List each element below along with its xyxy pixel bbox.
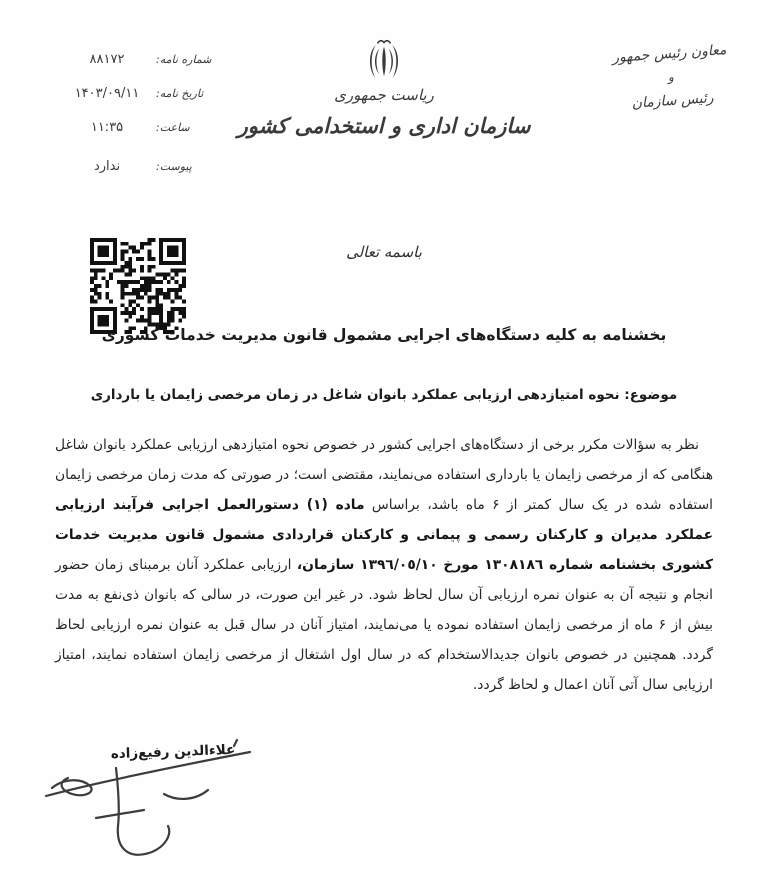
letterhead-signer-role: [583, 32, 758, 124]
letter-date-label: تاریخ نامه:: [156, 87, 204, 100]
letter-number-label: شماره نامه:: [156, 53, 212, 66]
signer-name: علاءالدین رفیع‌زاده: [110, 741, 236, 763]
meta-row-attachment: [58, 159, 218, 174]
body-segment-1: نظر به سؤالات مکرر برخی از دستگاه‌های اجرایی کشور در خصوص نحوه امتیازدهی ارزیابی عملکرد بانوان شاغل هنگامی که از مرخصی زایمان یا بارداری استفاده می‌نمایند، مقتضی است؛ در صورتی که مدت زمان مرخصی زایمان استفاده شده در یک سال کمتر از ۶ ماه باشد، براساس: [55, 437, 713, 513]
letter-time-value: ۱۱:۳۵: [90, 120, 124, 135]
meta-row-time: [58, 120, 218, 135]
letter-time-label: ساعت:: [156, 121, 190, 134]
body-paragraph: [55, 430, 713, 700]
attachment-label: پیوست:: [156, 160, 192, 173]
role-line-2: و: [667, 70, 675, 85]
role-line-3: رئیس سازمان: [631, 89, 715, 112]
meta-row-number: [58, 52, 218, 67]
meta-row-date: [58, 86, 218, 101]
handwritten-signature-icon: [38, 738, 268, 873]
letter-date-value: ۱۴۰۳/۰۹/۱۱: [74, 86, 140, 101]
body-segment-3: ارزیابی عملکرد آنان برمبنای زمان حضور انجام و نتیجه آن به عنوان نمره ارزیابی آن سال لحاظ شود. در غیر این صورت، در سالی که بانوان ذی‌نفع به مدت بیش از ۶ ماه از مرخصی زایمان استفاده نموده یا می‌نمایند، امتیاز آنان در سال قبل به عنوان نمره ارزیابی لحاظ گردد. همچنین در خصوص بانوان جدیدالاستخدام که در سال اول اشتغال از مرخصی زایمان استفاده نمایند، امتیاز ارزیابی سال آتی آنان اعمال و لحاظ گردد.: [55, 557, 713, 693]
letterhead-center: [234, 38, 534, 138]
bismillah-text: باسمه تعالی: [346, 243, 422, 261]
letter-number-value: ۸۸۱۷۲: [89, 52, 125, 67]
attachment-value: ندارد: [93, 159, 121, 174]
organization-name: سازمان اداری و استخدامی کشور: [237, 114, 531, 138]
subject-line: موضوع: نحوه امتیازدهی ارزیابی عملکرد بانوان شاغل در زمان مرخصی زایمان یا بارداری: [90, 387, 678, 403]
iran-emblem-icon: [365, 38, 403, 84]
authority-name: ریاست جمهوری: [334, 86, 434, 104]
role-line-1: معاون رئیس جمهور: [611, 42, 727, 67]
body-segment-2-legal-citation: ماده (۱) دستورالعمل اجرایی فرآیند ارزیابی عملکرد مدیران و کارکنان رسمی و پیمانی و کارکنان قراردادی مشمول قانون مدیریت خدمات کشوری بخشنامه شماره ١٣٠٨١٨٦ مورخ ١٣٩٦/٠٥/١٠ سازمان،: [55, 497, 714, 573]
circular-title: بخشنامه به کلیه دستگاه‌های اجرایی مشمول قانون مدیریت خدمات کشوری: [101, 326, 667, 344]
letter-metadata: [58, 52, 218, 193]
